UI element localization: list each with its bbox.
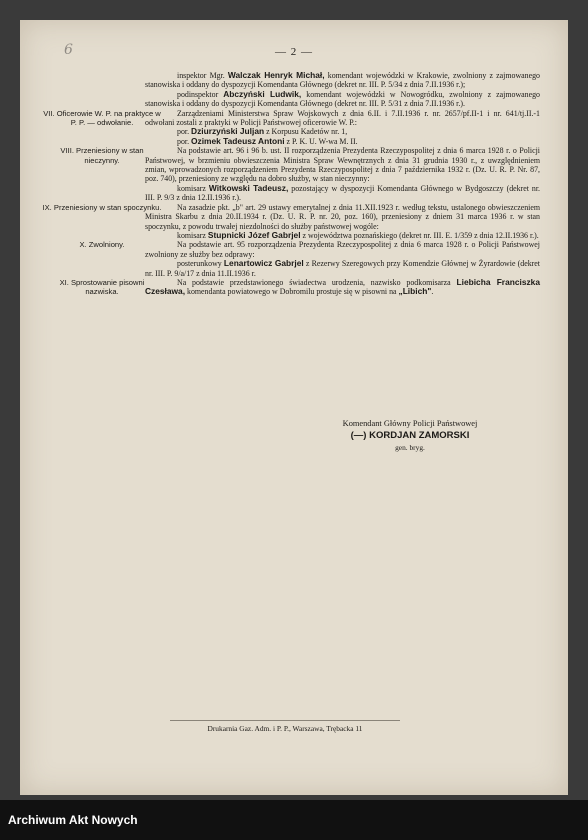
section	[20, 203, 568, 241]
paragraph-text: Zarządzeniami Ministerstwa Spraw Wojskowych z dnia 6.II. i 7.II.1936 r. nr. 2657/pf.II-1 i nr. 641/tj.II.-1 odwołani zostali z praktyki w Policji Państwowej oficerowie W. P.:	[145, 108, 540, 128]
paragraph-text: Na podstawie przedstawionego świadectwa urodzenia, nazwisko podkomisarza	[177, 277, 457, 287]
person-name: Dziurzyński Juljan	[191, 126, 265, 137]
person-name: „Libich"	[398, 286, 432, 297]
paragraph-text: komisarz	[177, 230, 208, 240]
paragraph-text: Na podstawie art. 95 rozporządzenia Prezydenta Rzeczypospolitej z dnia 6 marca 1928 r. o Policji Państwowej zwolniony ze służby bez odprawy:	[145, 240, 540, 259]
section	[20, 146, 568, 202]
document-page	[20, 20, 568, 795]
archive-name: Archiwum Akt Nowych	[8, 813, 138, 827]
paragraph-text: z województwa poznańskiego (dekret nr. III. E. 1/359 z dnia 12.II.1936 r.).	[300, 230, 539, 240]
paragraph-text: komisarz	[177, 183, 209, 193]
paragraph-text: Na podstawie art. 96 i 96 b. ust. II rozporządzenia Prezydenta Rzeczypospolitej z dnia 6 marca 1928 r. o Policji Państwowej, w brzmieniu obwieszczenia Ministra Spraw Wewnętrznych z dnia 31 grudnia 1930 r., z uwzględnieniem zmian, wprowadzonych rozporządzeniem Prezydenta Rzeczypospolitej z dnia 7 października 1932 r. (Dz. U. R. P. Nr. 87, poz. 740), przeniesiony ze względu na dobro służby, w stan nieczynny:	[145, 146, 540, 184]
paragraph	[145, 240, 540, 259]
page-number: — 2 —	[275, 46, 313, 58]
paragraph	[145, 231, 540, 240]
section-body	[145, 240, 540, 278]
section-heading: VIII. Przeniesiony w stan nieczynny.	[60, 146, 144, 165]
paragraph	[145, 259, 540, 278]
section-body	[145, 278, 540, 297]
person-name: Ozimek Tadeusz Antoni	[191, 135, 285, 146]
section	[20, 278, 568, 297]
section-body	[145, 146, 540, 202]
section-heading: IX. Przeniesiony w stan spoczynku.	[42, 202, 162, 212]
section	[20, 240, 568, 278]
paragraph-text: komendant wojewódzki w Nowogródku, zwolniony z zajmowanego stanowiska i oddany do dyspozycji Komendanta Głównego (dekret nr. III. P. 5/31 z dnia 7.II.1936 r.).	[145, 89, 540, 109]
paragraph	[145, 278, 540, 297]
printer-imprint: Drukarnia Gaz. Adm. i P. P., Warszawa, Trębacka 11	[170, 720, 400, 733]
paragraph	[145, 203, 540, 231]
section-heading: XI. Sprostowanie pisowni nazwiska.	[59, 277, 145, 297]
person-name: Witkowski Tadeusz,	[208, 182, 289, 193]
paragraph-text: komendanta powiatowego w Dobromilu prostuje się w pisowni na	[185, 287, 399, 297]
paragraph	[145, 146, 540, 184]
person-name: Abczyński Ludwik,	[223, 88, 302, 99]
paragraph	[145, 137, 540, 146]
section-body	[145, 109, 540, 147]
section-heading: VII. Oficerowie W. P. na praktyce w P. P. — odwołanie.	[43, 108, 161, 128]
person-name: Walczak Henryk Michał,	[227, 70, 325, 80]
archive-footer-bar	[0, 800, 588, 840]
paragraph-text: komendant wojewódzki w Krakowie, zwolniony z zajmowanego stanowiska i oddany do dyspozycji Komendanta Głównego (dekret nr. III. P. 5/34 z dnia 7.II.1936 r.);	[145, 71, 540, 90]
section-body	[145, 71, 540, 109]
person-name: Lenartowicz Gabrjel	[223, 258, 304, 269]
paragraph-text: Na zasadzie pkt. „b" art. 29 ustawy emerytalnej z dnia 11.XII.1923 r. według tekstu, ustalonego obwieszczeniem Ministra Skarbu z dnia 20.II.1934 r. (Dz. U. R. P. nr. 20, poz. 160), przeniesiony z dniem 31 marca 1936 r. w stan spoczynku, z powodu trwałej niezdolności do służby państwowej wogóle:	[145, 202, 540, 231]
paragraph	[145, 184, 540, 203]
paragraph-text: z Rezerwy Szeregowych przy Komendzie Głównej w Żyrardowie (dekret nr. III. P. 9/a/17 z dnia 11.II.1936 r.	[145, 259, 540, 278]
paragraph-text: por.	[177, 136, 192, 146]
person-name: Liebicha Franciszka Czesława,	[145, 276, 540, 297]
section	[20, 109, 568, 147]
paragraph-text: z P. K. U. W-wa M. II.	[284, 136, 358, 146]
paragraph	[145, 71, 540, 90]
paragraph-text: pozostający w dyspozycji Komendanta Głównego w Bydgoszczy (dekret nr. III. P. 9/3 z dnia 12.II.1936 r.).	[145, 183, 540, 203]
pencil-annotation: 6	[64, 42, 73, 58]
person-name: Stupnicki Józef Gabrjel	[207, 229, 301, 240]
paragraph	[145, 90, 540, 109]
section-body	[145, 203, 540, 241]
paragraph-text: inspektor Mgr.	[177, 71, 228, 80]
signature-rank: gen. bryg.	[395, 443, 425, 452]
signature-block	[302, 418, 518, 453]
signature-name: (—) KORDJAN ZAMORSKI	[350, 430, 470, 441]
paragraph-text: podinspektor	[177, 89, 224, 99]
paragraph-text: z Korpusu Kadetów nr. 1,	[264, 127, 348, 137]
document-content	[20, 71, 568, 297]
paragraph-text: posterunkowy	[177, 259, 224, 269]
paragraph-text: por.	[177, 127, 192, 137]
paragraph-text: .	[431, 287, 434, 297]
signature-title: Komendant Główny Policji Państwowej	[342, 419, 478, 428]
section-heading: X. Zwolniony.	[79, 240, 125, 250]
paragraph	[145, 109, 540, 128]
section	[20, 71, 568, 109]
